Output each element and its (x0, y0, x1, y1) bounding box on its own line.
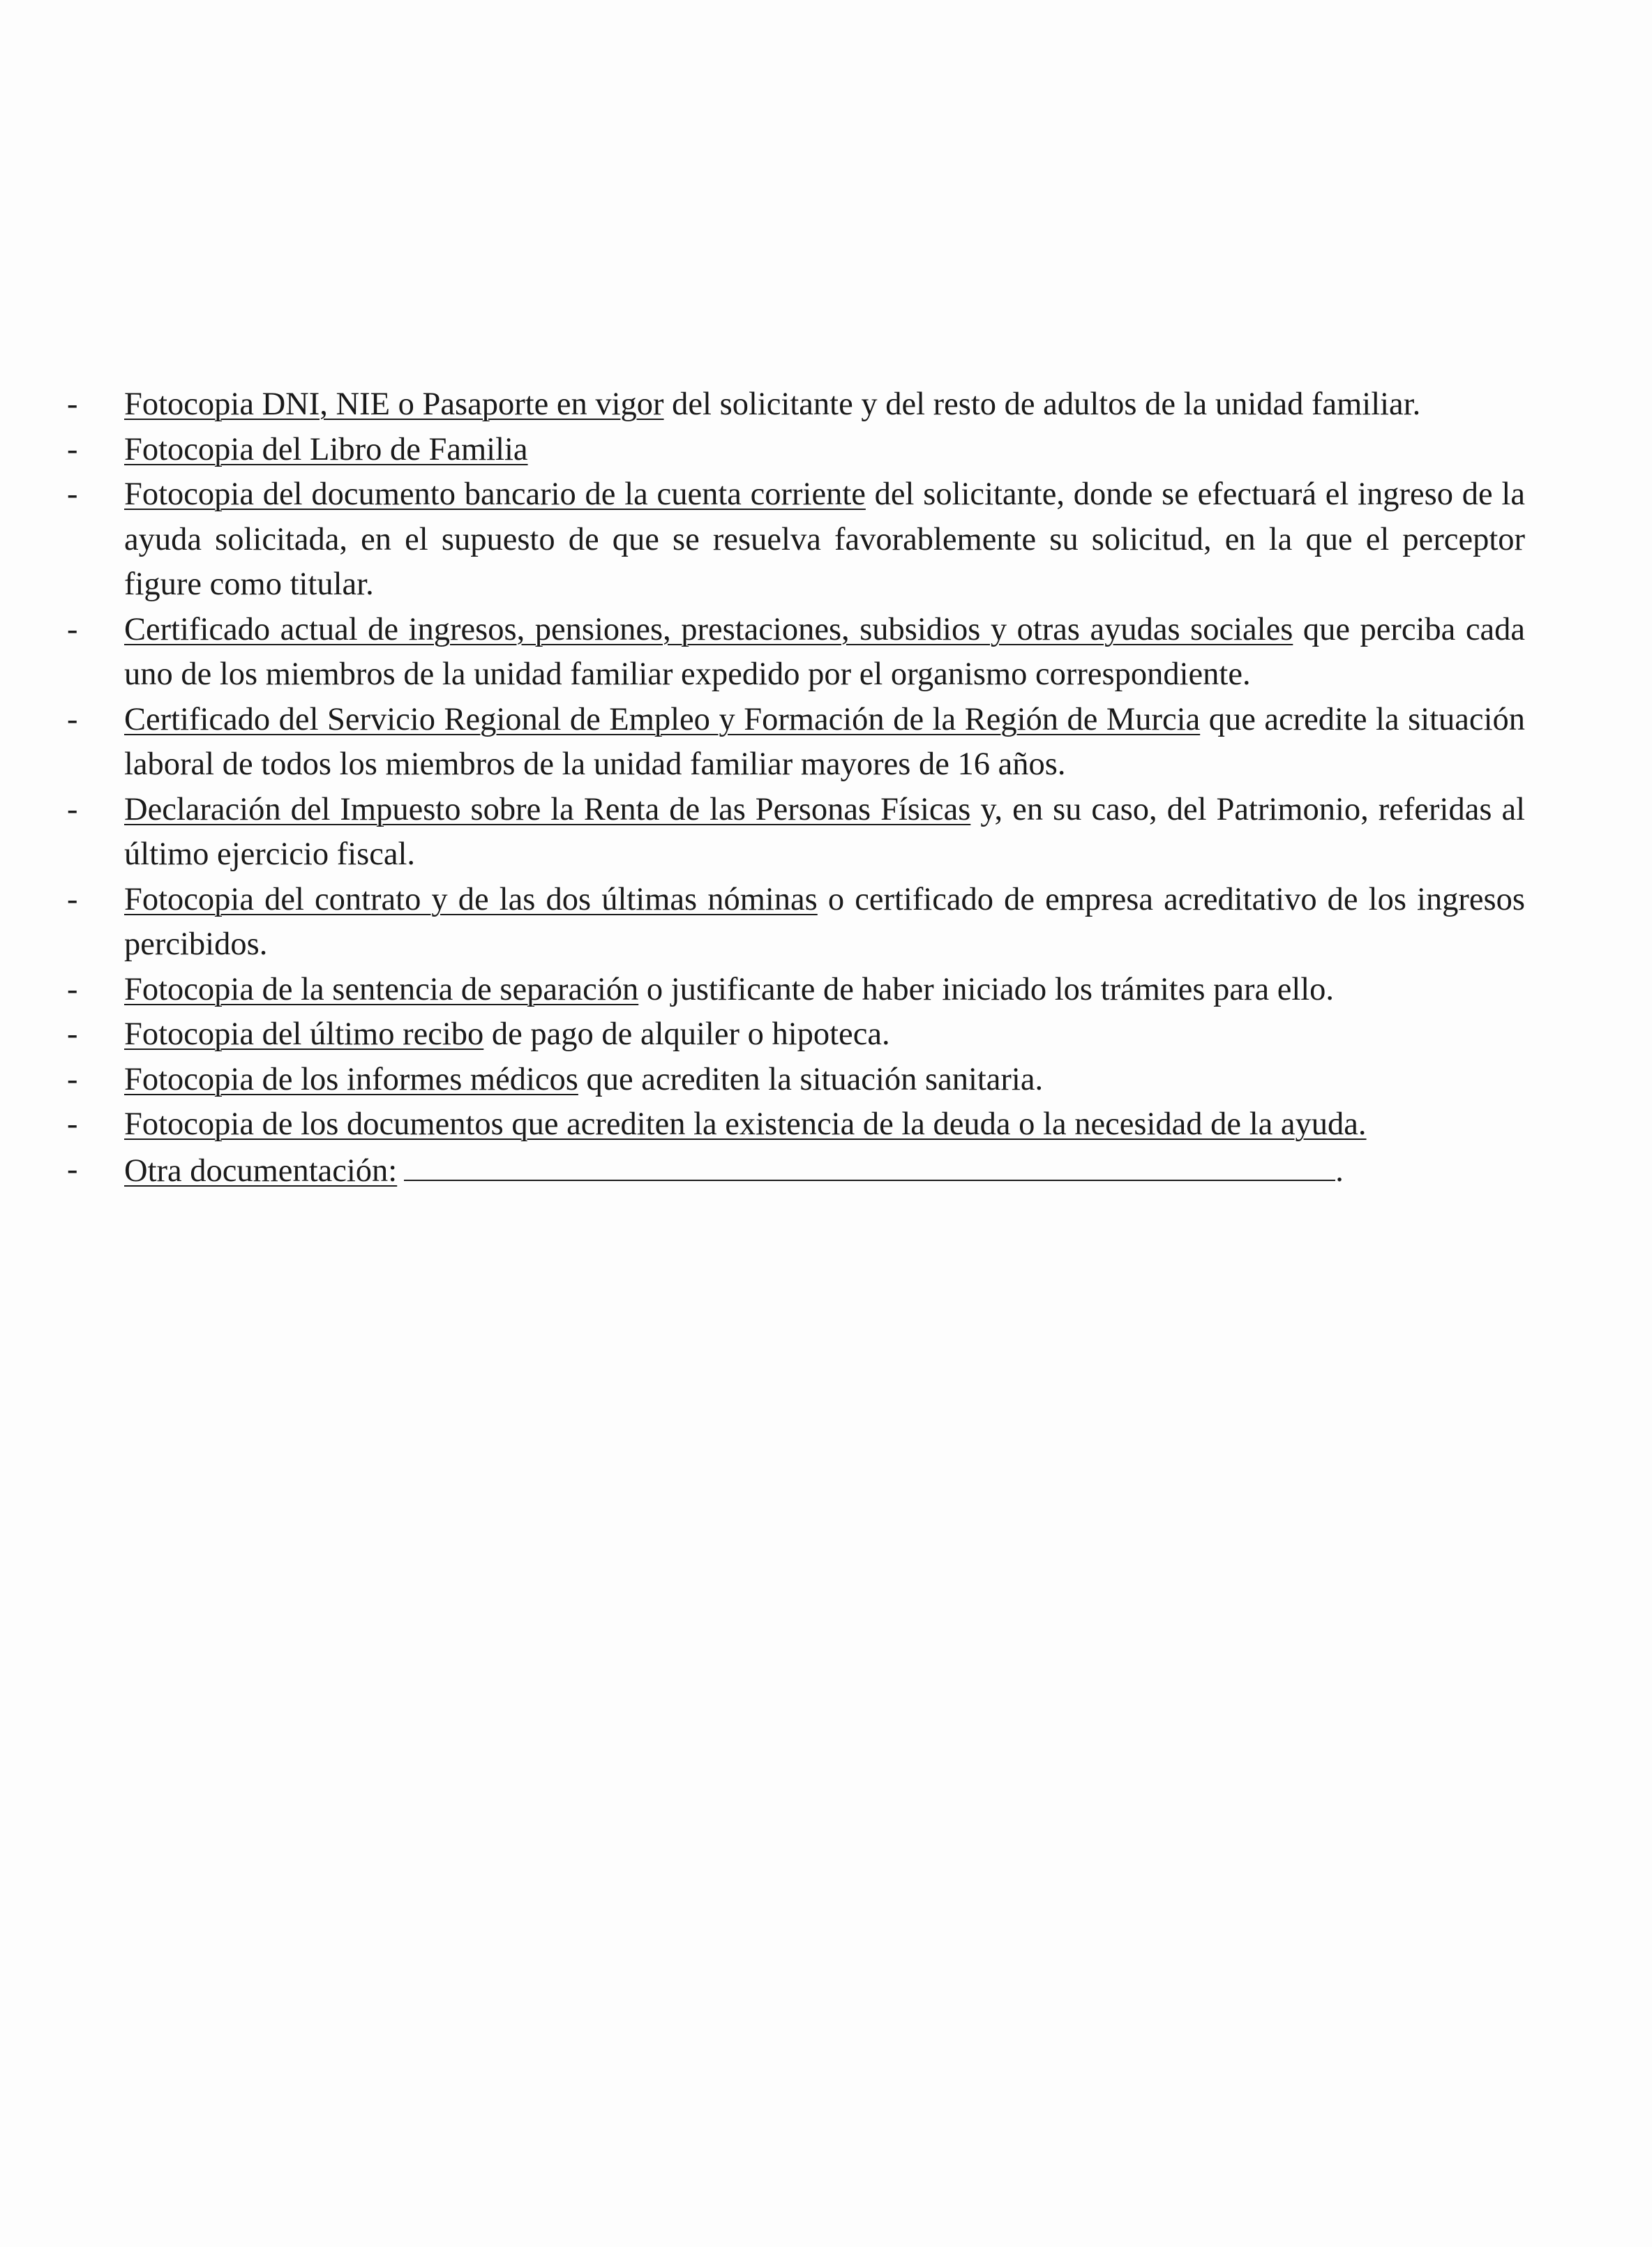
list-dash: - (67, 386, 78, 422)
document-description: del solicitante, donde se efectuará el ingreso de la ayuda solicitada, en el supuesto de que se resuelva favorablemente su solicitud, en la que el perceptor figure como titular. (124, 476, 1525, 602)
list-item (67, 1148, 1525, 1194)
list-dash: - (67, 971, 78, 1007)
list-item (67, 878, 1525, 968)
other-documentation-blank-line (404, 1148, 1335, 1181)
list-dash: - (67, 1106, 78, 1142)
list-item (67, 1012, 1525, 1058)
document-description: de pago de alquiler o hipoteca. (483, 1016, 890, 1052)
document-name: Certificado del Servicio Regional de Empleo y Formación de la Región de Murcia (124, 701, 1201, 737)
document-description: o certificado de empresa acreditativo de los ingresos percibidos. (124, 881, 1525, 962)
document-name: Fotocopia de los documentos que acrediten la existencia de la deuda o la necesidad de la ayuda. (124, 1106, 1367, 1142)
document-name: Fotocopia del documento bancario de la cuenta corriente (124, 476, 866, 512)
document-name: Fotocopia del último recibo (124, 1016, 484, 1052)
document-description: del solicitante y del resto de adultos de la unidad familiar. (663, 386, 1421, 422)
list-item (67, 1102, 1525, 1148)
list-item (67, 788, 1525, 878)
list-dash: - (67, 701, 78, 737)
document-name: Fotocopia del Libro de Familia (124, 431, 528, 467)
document-name: Fotocopia de la sentencia de separación (124, 971, 639, 1007)
list-item (67, 428, 1525, 473)
list-dash: - (67, 476, 78, 512)
document-name: Declaración del Impuesto sobre la Renta de las Personas Físicas (124, 791, 971, 827)
list-item (67, 472, 1525, 608)
document-name: Fotocopia DNI, NIE o Pasaporte en vigor (124, 386, 664, 422)
other-documentation-label: Otra documentación: (124, 1152, 398, 1189)
list-item (67, 698, 1525, 788)
document-name: Fotocopia del contrato y de las dos últimas nóminas (124, 881, 818, 917)
list-dash: - (67, 791, 78, 827)
document-description: que acrediten la situación sanitaria. (578, 1061, 1044, 1097)
document-description: que perciba cada uno de los miembros de la unidad familiar expedido por el organismo correspondiente. (124, 611, 1525, 692)
list-item (67, 382, 1525, 428)
list-dash: - (67, 1016, 78, 1052)
document-description: que acredite la situación laboral de todos los miembros de la unidad familiar mayores de 16 años. (124, 701, 1525, 782)
list-item (67, 608, 1525, 698)
document-name: Fotocopia de los informes médicos (124, 1061, 578, 1097)
list-item (67, 968, 1525, 1013)
list-dash: - (67, 881, 78, 917)
list-dash: - (67, 431, 78, 467)
document-description: o justificante de haber iniciado los trámites para ello. (638, 971, 1335, 1007)
list-dash: - (67, 1151, 78, 1187)
document-name: Certificado actual de ingresos, pensiones, prestaciones, subsidios y otras ayudas sociales (124, 611, 1293, 647)
list-dash: - (67, 1061, 78, 1097)
document-description: y, en su caso, del Patrimonio, referidas al último ejercicio fiscal. (124, 791, 1525, 872)
list-dash: - (67, 611, 78, 647)
list-item (67, 1058, 1525, 1103)
final-period: . (1335, 1152, 1344, 1189)
required-documents-list (67, 382, 1525, 1194)
